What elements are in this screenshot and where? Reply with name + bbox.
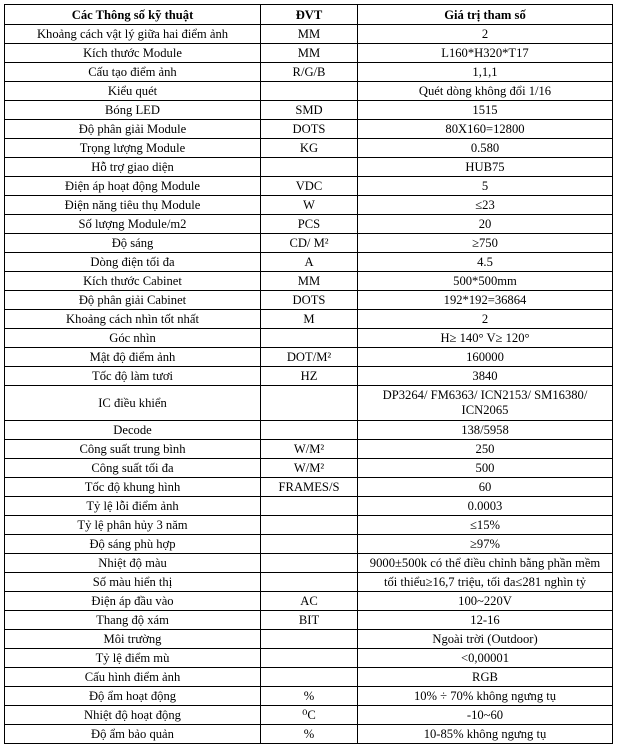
value-cell: 10-85% không ngưng tụ [358, 725, 613, 744]
unit-cell [261, 421, 358, 440]
header-value: Giá trị tham số [358, 5, 613, 25]
param-cell: Góc nhìn [5, 329, 261, 348]
table-row [5, 516, 613, 535]
unit-cell [261, 535, 358, 554]
param-cell: Tỷ lệ lỗi điểm ảnh [5, 497, 261, 516]
table-row [5, 459, 613, 478]
table-row [5, 687, 613, 706]
param-cell: Kích thước Cabinet [5, 272, 261, 291]
value-cell: ≥97% [358, 535, 613, 554]
table-row [5, 291, 613, 310]
param-cell: Công suất trung bình [5, 440, 261, 459]
param-cell: Tốc độ khung hình [5, 478, 261, 497]
table-row [5, 348, 613, 367]
table-row [5, 706, 613, 725]
param-cell: Điện áp đầu vào [5, 592, 261, 611]
unit-cell: W/M² [261, 440, 358, 459]
value-cell: L160*H320*T17 [358, 44, 613, 63]
table-row [5, 196, 613, 215]
value-cell: 192*192=36864 [358, 291, 613, 310]
param-cell: Kiểu quét [5, 82, 261, 101]
unit-cell: MM [261, 25, 358, 44]
value-cell: ≥750 [358, 234, 613, 253]
value-cell: RGB [358, 668, 613, 687]
table-row [5, 725, 613, 744]
param-cell: Khoảng cách nhìn tốt nhất [5, 310, 261, 329]
unit-cell: DOT/M² [261, 348, 358, 367]
param-cell: Độ phân giải Cabinet [5, 291, 261, 310]
unit-cell [261, 630, 358, 649]
value-cell: 3840 [358, 367, 613, 386]
unit-cell [261, 386, 358, 421]
param-cell: Decode [5, 421, 261, 440]
header-unit: ĐVT [261, 5, 358, 25]
table-row [5, 497, 613, 516]
value-cell: 2 [358, 25, 613, 44]
param-cell: Tốc độ làm tươi [5, 367, 261, 386]
value-cell: ≤23 [358, 196, 613, 215]
param-cell: Cấu hình điểm ảnh [5, 668, 261, 687]
value-cell: -10~60 [358, 706, 613, 725]
table-row [5, 139, 613, 158]
table-row [5, 592, 613, 611]
value-cell: H≥ 140° V≥ 120° [358, 329, 613, 348]
unit-cell: FRAMES/S [261, 478, 358, 497]
param-cell: Nhiệt độ hoạt động [5, 706, 261, 725]
param-cell: Nhiệt độ màu [5, 554, 261, 573]
spec-table [4, 4, 613, 744]
unit-cell: SMD [261, 101, 358, 120]
unit-cell: ⁰C [261, 706, 358, 725]
unit-cell [261, 329, 358, 348]
table-row [5, 611, 613, 630]
table-row [5, 573, 613, 592]
param-cell: Độ ẩm hoạt động [5, 687, 261, 706]
value-cell: HUB75 [358, 158, 613, 177]
value-cell: tối thiểu≥16,7 triệu, tối đa≤281 nghìn tỷ [358, 573, 613, 592]
table-row [5, 158, 613, 177]
table-row [5, 177, 613, 196]
value-cell: 0.0003 [358, 497, 613, 516]
table-row [5, 630, 613, 649]
value-cell: 5 [358, 177, 613, 196]
value-cell: 100~220V [358, 592, 613, 611]
value-cell: 500 [358, 459, 613, 478]
value-cell: 10% ÷ 70% không ngưng tụ [358, 687, 613, 706]
value-cell: 80X160=12800 [358, 120, 613, 139]
unit-cell [261, 516, 358, 535]
unit-cell: DOTS [261, 291, 358, 310]
value-cell: 500*500mm [358, 272, 613, 291]
param-cell: Mật độ điểm ảnh [5, 348, 261, 367]
unit-cell [261, 554, 358, 573]
table-row [5, 63, 613, 82]
param-cell: Điện áp hoạt động Module [5, 177, 261, 196]
param-cell: Tỷ lệ điểm mù [5, 649, 261, 668]
unit-cell: M [261, 310, 358, 329]
param-cell: Tỷ lệ phân hủy 3 năm [5, 516, 261, 535]
spec-table-container [4, 4, 612, 744]
table-row [5, 310, 613, 329]
value-cell: 0.580 [358, 139, 613, 158]
unit-cell: MM [261, 272, 358, 291]
value-cell: 20 [358, 215, 613, 234]
table-row [5, 253, 613, 272]
value-cell: 1,1,1 [358, 63, 613, 82]
param-cell: Số màu hiển thị [5, 573, 261, 592]
table-row [5, 649, 613, 668]
param-cell: Điện năng tiêu thụ Module [5, 196, 261, 215]
param-cell: Số lượng Module/m2 [5, 215, 261, 234]
value-cell: <0,00001 [358, 649, 613, 668]
param-cell: Dòng điện tối đa [5, 253, 261, 272]
value-cell: 160000 [358, 348, 613, 367]
unit-cell [261, 573, 358, 592]
value-cell: 2 [358, 310, 613, 329]
value-cell: 250 [358, 440, 613, 459]
unit-cell: MM [261, 44, 358, 63]
unit-cell [261, 497, 358, 516]
param-cell: Bóng LED [5, 101, 261, 120]
table-row [5, 234, 613, 253]
table-row [5, 120, 613, 139]
unit-cell: W [261, 196, 358, 215]
table-body [5, 25, 613, 744]
value-cell: 1515 [358, 101, 613, 120]
value-cell: 9000±500k có thể điều chỉnh bằng phần mềm [358, 554, 613, 573]
unit-cell: A [261, 253, 358, 272]
param-cell: IC điều khiển [5, 386, 261, 421]
value-cell: Ngoài trời (Outdoor) [358, 630, 613, 649]
table-row [5, 367, 613, 386]
param-cell: Độ ẩm bảo quản [5, 725, 261, 744]
table-header-row [5, 5, 613, 25]
value-cell: Quét dòng không đổi 1/16 [358, 82, 613, 101]
table-row [5, 668, 613, 687]
unit-cell: R/G/B [261, 63, 358, 82]
param-cell: Thang độ xám [5, 611, 261, 630]
param-cell: Kích thước Module [5, 44, 261, 63]
unit-cell: W/M² [261, 459, 358, 478]
value-cell: ≤15% [358, 516, 613, 535]
param-cell: Hỗ trợ giao diện [5, 158, 261, 177]
param-cell: Độ phân giải Module [5, 120, 261, 139]
unit-cell: % [261, 687, 358, 706]
param-cell: Độ sáng phù hợp [5, 535, 261, 554]
table-row [5, 440, 613, 459]
value-cell: 138/5958 [358, 421, 613, 440]
unit-cell: % [261, 725, 358, 744]
param-cell: Môi trường [5, 630, 261, 649]
unit-cell: PCS [261, 215, 358, 234]
value-cell: 60 [358, 478, 613, 497]
unit-cell [261, 668, 358, 687]
value-cell: 4.5 [358, 253, 613, 272]
param-cell: Cấu tạo điểm ảnh [5, 63, 261, 82]
unit-cell: VDC [261, 177, 358, 196]
table-row [5, 25, 613, 44]
unit-cell: DOTS [261, 120, 358, 139]
unit-cell: CD/ M² [261, 234, 358, 253]
table-row [5, 101, 613, 120]
value-cell: 12-16 [358, 611, 613, 630]
param-cell: Trọng lượng Module [5, 139, 261, 158]
unit-cell: BIT [261, 611, 358, 630]
table-row [5, 421, 613, 440]
unit-cell: AC [261, 592, 358, 611]
param-cell: Độ sáng [5, 234, 261, 253]
table-row [5, 535, 613, 554]
param-cell: Khoảng cách vật lý giữa hai điểm ảnh [5, 25, 261, 44]
unit-cell: HZ [261, 367, 358, 386]
unit-cell: KG [261, 139, 358, 158]
table-row [5, 272, 613, 291]
unit-cell [261, 649, 358, 668]
value-cell: DP3264/ FM6363/ ICN2153/ SM16380/ ICN2065 [358, 386, 613, 421]
table-row [5, 478, 613, 497]
table-row [5, 329, 613, 348]
unit-cell [261, 158, 358, 177]
table-row [5, 554, 613, 573]
table-row [5, 44, 613, 63]
table-row [5, 386, 613, 421]
param-cell: Công suất tối đa [5, 459, 261, 478]
table-row [5, 82, 613, 101]
header-param: Các Thông số kỹ thuật [5, 5, 261, 25]
table-row [5, 215, 613, 234]
unit-cell [261, 82, 358, 101]
